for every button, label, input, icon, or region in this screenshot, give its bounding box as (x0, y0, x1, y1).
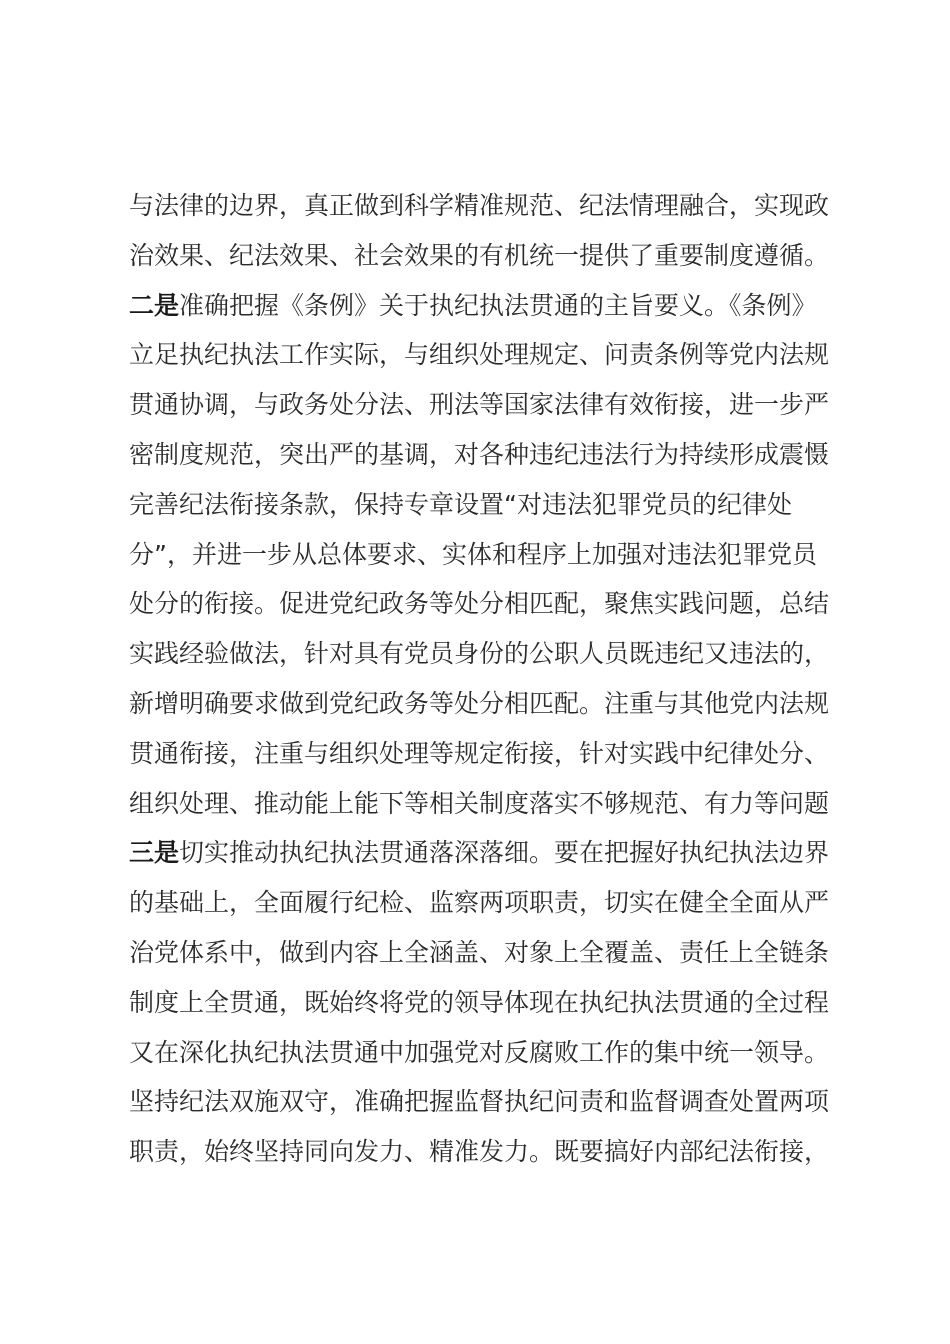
line-text: 立足执纪执法工作实际，与组织处理规定、问责条例等党内法规 (129, 340, 830, 370)
line-text: 制度上全贯通，既始终将党的领导体现在执纪执法贯通的全过程 (129, 987, 830, 1017)
line-text: 密制度规范，突出严的基调，对各种违纪违法行为持续形成震慑 (129, 439, 830, 469)
body-text (129, 181, 849, 1177)
line-text: 的基础上，全面履行纪检、监察两项职责，切实在健全全面从严 (129, 888, 830, 918)
line-text: 治效果、纪法效果、社会效果的有机统一提供了重要制度遵循。 (129, 240, 830, 270)
text-line (129, 828, 849, 878)
line-text: 职责，始终坚持同向发力、精准发力。既要搞好内部纪法衔接， (129, 1137, 830, 1167)
text-line (129, 1127, 849, 1177)
line-text: 处分的衔接。促进党纪政务等处分相匹配，聚焦实践问题，总结 (129, 589, 830, 619)
line-text: 实践经验做法，针对具有党员身份的公职人员既违纪又违法的， (129, 639, 830, 669)
text-line (129, 928, 849, 978)
text-line (129, 330, 849, 380)
line-text: 分”，并进一步从总体要求、实体和程序上加强对违法犯罪党员 (129, 539, 817, 569)
text-line (129, 281, 849, 331)
line-text: 又在深化执纪执法贯通中加强党对反腐败工作的集中统一领导。 (129, 1037, 830, 1067)
line-text: 治党体系中，做到内容上全涵盖、对象上全覆盖、责任上全链条 (129, 937, 830, 967)
line-text: 与法律的边界，真正做到科学精准规范、纪法情理融合，实现政 (129, 191, 830, 220)
text-line (129, 181, 849, 231)
section-marker-2: 二是 (129, 290, 180, 320)
line-text: 切实推动执纪执法贯通落深落细。要在把握好执纪执法边界 (179, 838, 830, 868)
line-text: 新增明确要求做到党纪政务等处分相匹配。注重与其他党内法规 (129, 688, 830, 718)
text-line (129, 380, 849, 430)
line-text: 贯通协调，与政务处分法、刑法等国家法律有效衔接，进一步严 (129, 390, 830, 420)
line-text: 完善纪法衔接条款，保持专章设置“对违法犯罪党员的纪律处 (129, 489, 792, 519)
text-line (129, 1077, 849, 1127)
text-line (129, 231, 849, 281)
text-line (129, 978, 849, 1028)
text-line (129, 430, 849, 480)
section-marker-3: 三是 (129, 838, 180, 868)
text-line (129, 1028, 849, 1078)
line-text: 贯通衔接，注重与组织处理等规定衔接，针对实践中纪律处分、 (129, 738, 830, 768)
text-line (129, 530, 849, 580)
line-text: 准确把握《条例》关于执纪执法贯通的主旨要义。《条例》 (179, 290, 817, 320)
text-line (129, 878, 849, 928)
text-line (129, 629, 849, 679)
text-line (129, 779, 849, 829)
text-line (129, 679, 849, 729)
text-line (129, 729, 849, 779)
line-text: 坚持纪法双施双守，准确把握监督执纪问责和监督调查处置两项 (129, 1087, 830, 1117)
line-text: 组织处理、推动能上能下等相关制度落实不够规范、有力等问题 (129, 788, 830, 818)
text-line (129, 579, 849, 629)
text-line (129, 480, 849, 530)
